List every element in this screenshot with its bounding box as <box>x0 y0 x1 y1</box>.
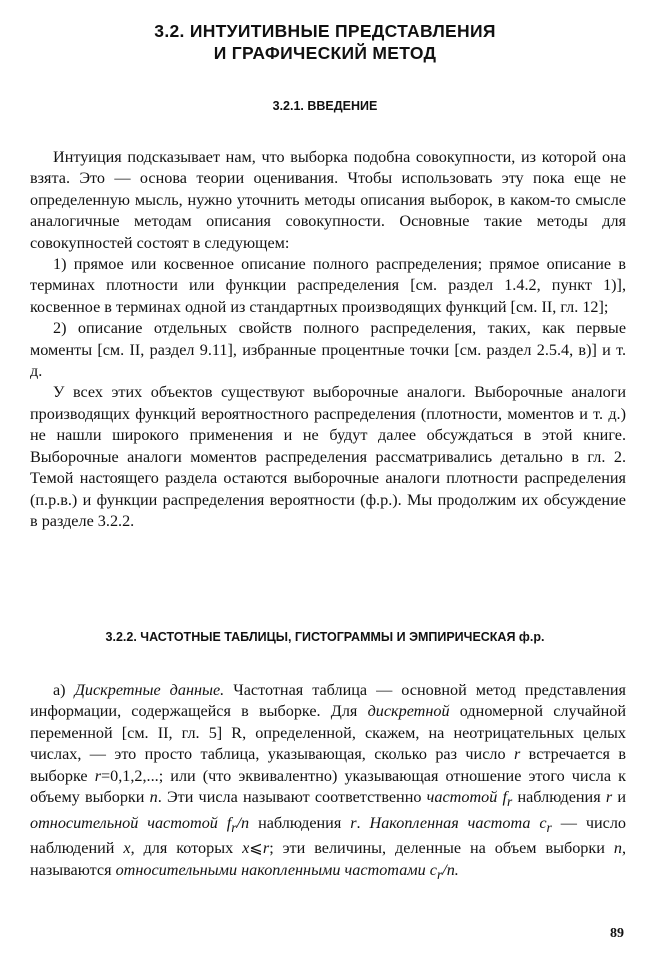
subsection-2-body <box>30 680 626 885</box>
variable-r: r <box>94 766 101 785</box>
text-segment: . Эти числа называют соответственно <box>157 788 427 807</box>
variable-x: x <box>242 839 250 858</box>
section-title-line-2: И ГРАФИЧЕСКИЙ МЕТОД <box>213 43 437 63</box>
term-relative-frequency: относительной частотой $f_r/n$ <box>30 813 250 835</box>
text-segment: =0,1,2,...; или (что эквивалентно) указывающая отношение этого числа к объему выборки <box>30 766 626 807</box>
text-segment-italic: дискретной <box>367 702 450 721</box>
text-segment: , называются <box>30 839 626 879</box>
section-title <box>0 20 650 64</box>
text-segment: Частотная таблица — основной метод представления информации, содержащейся в выборке. Для <box>30 681 626 721</box>
subsection-1-body <box>30 147 626 532</box>
text-segment: ; эти величины, деленные на объем выборки <box>269 839 614 858</box>
paragraph-intro: Интуиция подсказывает нам, что выборка подобна совокупности, из которой она взята. Это — основа теории оценивания. Чтобы использовать эту пока еще не определенную мысль, нужно уточнить методы описания выборок, в каком-то смысле аналогичные методам описания совокупности. Основные такие методы для совокупностей состоят в следующем: <box>30 148 626 252</box>
section-title-line-1: 3.2. ИНТУИТИВНЫЕ ПРЕДСТАВЛЕНИЯ <box>154 21 496 41</box>
page-number: 89 <box>610 926 624 941</box>
variable-r: r <box>605 788 613 807</box>
paragraph-discrete-data <box>30 680 626 885</box>
text-segment: встречается в выборке <box>30 745 627 785</box>
text-segment: наблюдения <box>512 788 606 807</box>
subsection-2-title: 3.2.2. ЧАСТОТНЫЕ ТАБЛИЦЫ, ГИСТОГРАММЫ И ЭМПИРИЧЕСКАЯ ф.р. <box>105 630 545 644</box>
paragraph-sample-analogs: У всех этих объектов существуют выборочные аналоги. Выборочные аналоги производящих функций вероятностного распределения (плотности, моментов и т. д.) не нашли широкого применения и не будут далее обсуждаться в этой книге. Выборочные аналоги моментов распределения рассматривались детально в гл. 2. Темой настоящего раздела остаются выборочные аналоги плотности распределения (п.р.в.) и функции распределения вероятности (ф.р.). Мы продолжим их обсуждение в разделе 3.2.2. <box>30 383 626 530</box>
variable-x: x <box>123 839 131 858</box>
variable-n: n <box>613 839 622 858</box>
subsection-1-title: 3.2.1. ВВЕДЕНИЕ <box>272 99 378 113</box>
variable-n: n <box>149 788 158 807</box>
leq-symbol: ⩽ <box>249 839 263 858</box>
text-segment: и <box>612 788 626 807</box>
paragraph-item-2: 2) описание отдельных свойств полного распределения, таких, как первые моменты [см. II, раздел 9.11], избранные процентные точки [см. раздел 2.5.4, в)] и т. д. <box>30 319 626 381</box>
paragraph-item-1: 1) прямое или косвенное описание полного распределения; прямое описание в терминах плотности или функции распределения [см. раздел 1.4.2, пункт 1)], косвенное в терминах одной из стандартных производящих функций [см. II, гл. 12]; <box>30 255 626 316</box>
term-cumulative-frequency: Накопленная частота $c_r$ <box>369 813 552 835</box>
item-label: а) <box>53 681 75 699</box>
term-frequency: частотой $f_r$ <box>426 788 513 810</box>
text-segment: наблюдения <box>249 813 351 832</box>
text-segment: — число наблюдений <box>30 813 626 858</box>
text-segment: одномерной случайной переменной [см. II, гл. 5] R, определенной, скажем, на неотрицательных целых числах, — это просто таблица, указывающая, сколько раз число <box>30 702 626 764</box>
variable-r: r <box>262 839 270 858</box>
variable-r: r <box>350 813 357 832</box>
variable-r: r <box>513 745 521 764</box>
text-segment: . <box>356 813 370 832</box>
term-relative-cumulative-frequency: относительными накопленными частотами $c_r/n$. <box>115 860 459 882</box>
item-term: Дискретные данные. <box>74 681 225 699</box>
text-segment: , для которых <box>130 839 243 858</box>
